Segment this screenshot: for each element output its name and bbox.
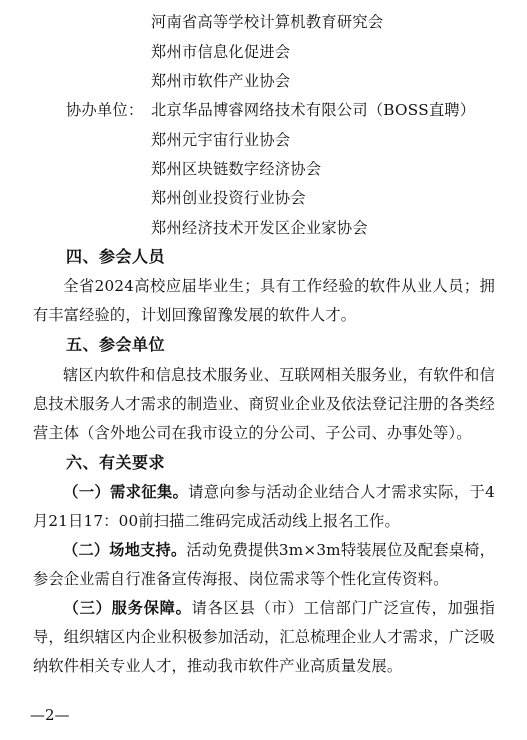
requirement-item [33, 594, 495, 681]
participating-units-paragraph [33, 361, 495, 448]
requirement-text: 请各区县（市）工信部门广泛宣传，加强指导，组织辖区内企业积极参加活动，汇总梳理企业人才需求，广泛吸纳软件相关专业人才，推动我市软件产业高质量发展。 [33, 599, 495, 675]
co-organizer-line: 郑州创业投资行业协会 [151, 189, 306, 207]
organizer-line: 郑州市软件产业协会 [151, 72, 291, 90]
section-heading-requirements: 六、有关要求 [66, 453, 166, 472]
requirement-lead: （二）场地支持。 [63, 541, 187, 559]
section-heading-attendees: 四、参会人员 [66, 247, 166, 266]
co-organizer-label: 协办单位： [66, 101, 144, 119]
participating-units-text: 辖区内软件和信息技术服务业、互联网相关服务业，有软件和信息技术服务人才需求的制造业、商贸业企业及依法登记注册的各类经营主体（含外地公司在我市设立的分公司、子公司、办事处等）。 [33, 366, 495, 442]
requirement-lead: （三）服务保障。 [63, 599, 192, 617]
organizer-line: 河南省高等学校计算机教育研究会 [151, 13, 384, 31]
attendees-text: 全省2024高校应届毕业生；具有工作经验的软件从业人员；拥有丰富经验的，计划回豫留豫发展的软件人才。 [33, 277, 495, 324]
attendees-paragraph [33, 272, 495, 330]
requirement-lead: （一）需求征集。 [63, 483, 189, 501]
co-organizer-line: 郑州经济技术开发区企业家协会 [151, 219, 368, 237]
requirement-item [33, 536, 495, 594]
co-organizer-line: 郑州元宇宙行业协会 [151, 131, 291, 149]
section-heading-participating-units: 五、参会单位 [66, 335, 166, 354]
co-organizer-line: 北京华品博睿网络技术有限公司（BOSS直聘） [151, 101, 476, 119]
requirement-item [33, 478, 495, 536]
co-organizer-line: 郑州区块链数字经济协会 [151, 160, 322, 178]
organizer-line: 郑州市信息化促进会 [151, 43, 291, 61]
requirement-text: 活动免费提供3m×3m特装展位及配套桌椅，参会企业需自行准备宣传海报、岗位需求等个性化宣传资料。 [33, 541, 495, 588]
requirement-text: 请意向参与活动企业结合人才需求实际，于4月21日17：00前扫描二维码完成活动线上报名工作。 [33, 483, 495, 530]
page-number: —2— [30, 706, 70, 724]
